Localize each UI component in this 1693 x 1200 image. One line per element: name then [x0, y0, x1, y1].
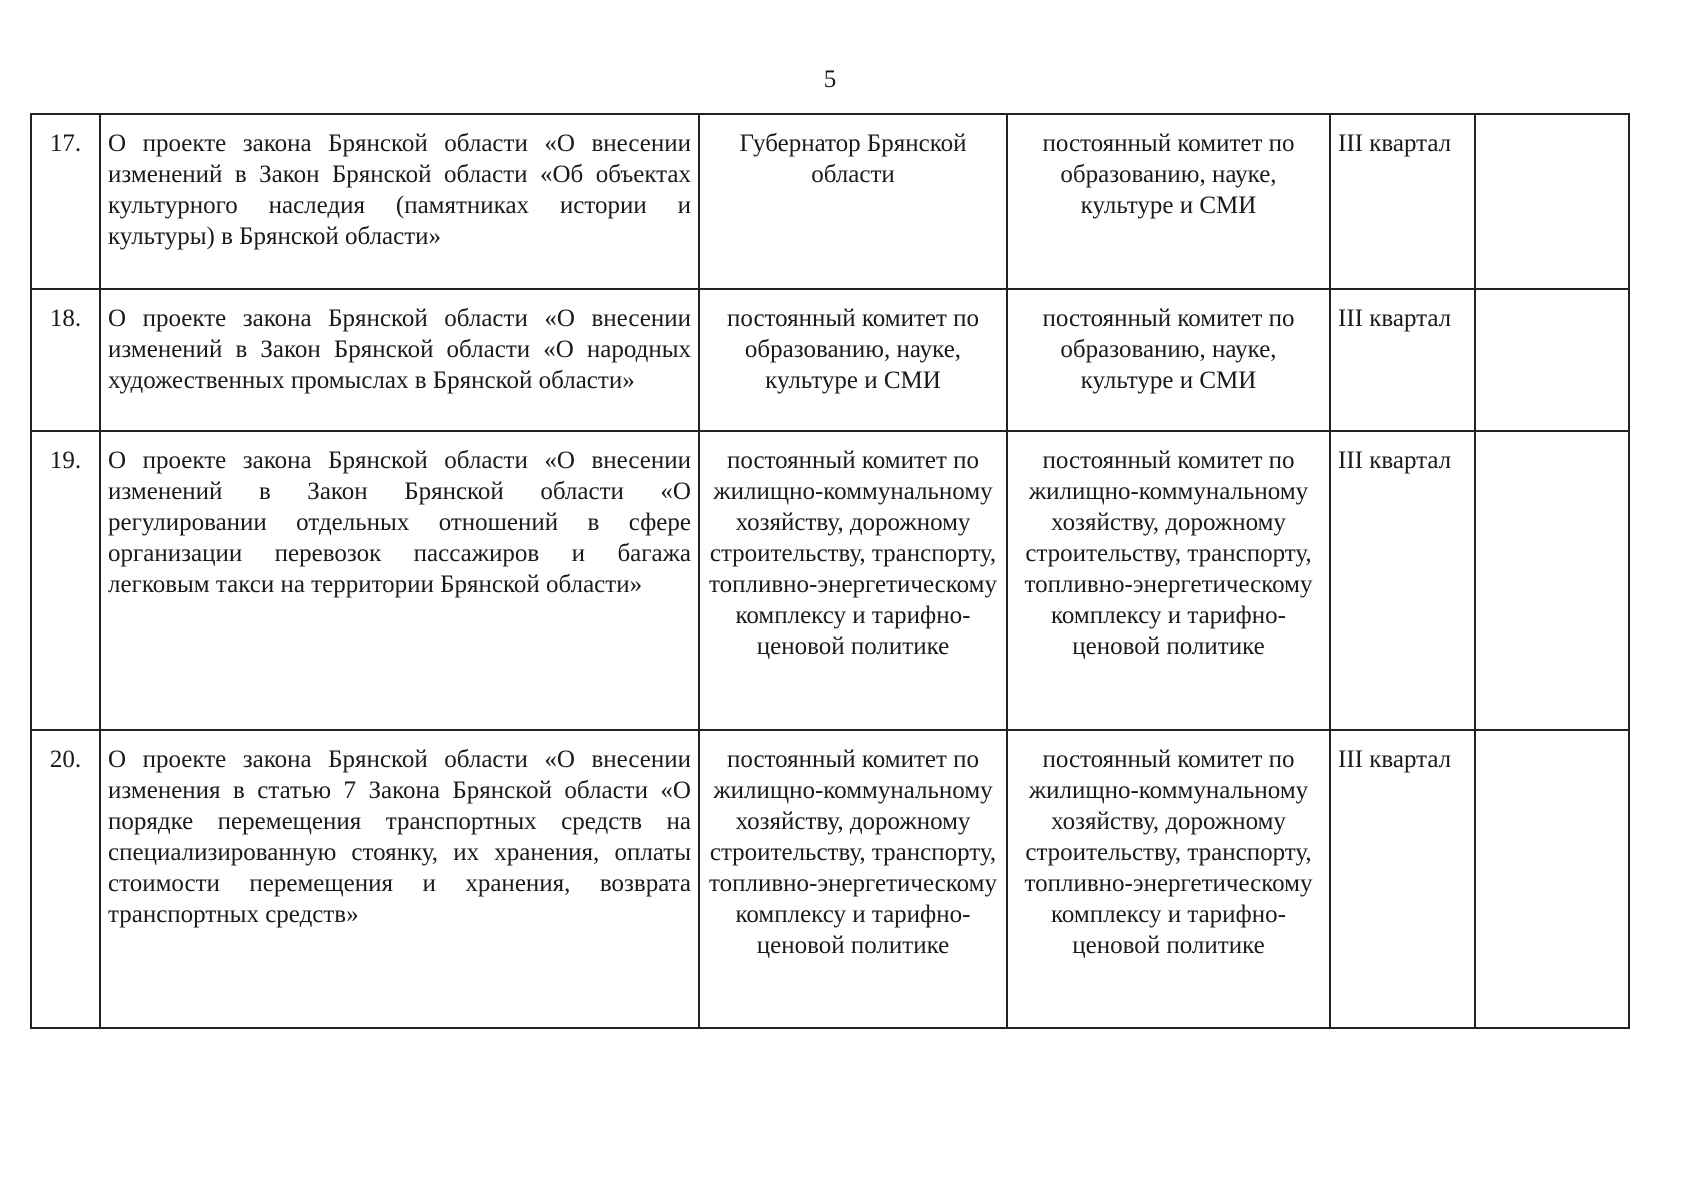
- responsible-committee-cell: постоянный комитет по образованию, науке, культуре и СМИ: [1007, 289, 1330, 431]
- term-cell: III квартал: [1330, 114, 1475, 289]
- note-cell: [1475, 730, 1629, 1028]
- term-cell: III квартал: [1330, 730, 1475, 1028]
- subject-cell: О проекте закона Брянской области «О внесении изменения в статью 7 Закона Брянской области «О порядке перемещения транспортных средств на специализированную стоянку, их хранения, оплаты стоимости перемещения и хранения, возврата транспортных средств»: [100, 730, 699, 1028]
- note-cell: [1475, 289, 1629, 431]
- initiator-cell: Губернатор Брянской области: [699, 114, 1007, 289]
- row-number: 17.: [31, 114, 100, 289]
- legislative-plan-table: [30, 113, 1630, 1029]
- term-cell: III квартал: [1330, 289, 1475, 431]
- table-row: [31, 114, 1629, 289]
- row-number: 18.: [31, 289, 100, 431]
- table-row: [31, 289, 1629, 431]
- responsible-committee-cell: постоянный комитет по жилищно-коммунальному хозяйству, дорожному строительству, транспорту, топливно-энергетическому комплексу и тарифно-ценовой политике: [1007, 730, 1330, 1028]
- note-cell: [1475, 114, 1629, 289]
- table-row: [31, 730, 1629, 1028]
- initiator-cell: постоянный комитет по жилищно-коммунальному хозяйству, дорожному строительству, транспорту, топливно-энергетическому комплексу и тарифно-ценовой политике: [699, 730, 1007, 1028]
- subject-cell: О проекте закона Брянской области «О внесении изменений в Закон Брянской области «Об объектах культурного наследия (памятниках истории и культуры) в Брянской области»: [100, 114, 699, 289]
- table-row: [31, 431, 1629, 730]
- note-cell: [1475, 431, 1629, 730]
- subject-cell: О проекте закона Брянской области «О внесении изменений в Закон Брянской области «О регулировании отдельных отношений в сфере организации перевозок пассажиров и багажа легковым такси на территории Брянской области»: [100, 431, 699, 730]
- responsible-committee-cell: постоянный комитет по жилищно-коммунальному хозяйству, дорожному строительству, транспорту, топливно-энергетическому комплексу и тарифно-ценовой политике: [1007, 431, 1330, 730]
- initiator-cell: постоянный комитет по жилищно-коммунальному хозяйству, дорожному строительству, транспорту, топливно-энергетическому комплексу и тарифно-ценовой политике: [699, 431, 1007, 730]
- subject-cell: О проекте закона Брянской области «О внесении изменений в Закон Брянской области «О народных художественных промыслах в Брянской области»: [100, 289, 699, 431]
- page-number: 5: [823, 66, 837, 93]
- initiator-cell: постоянный комитет по образованию, науке, культуре и СМИ: [699, 289, 1007, 431]
- responsible-committee-cell: постоянный комитет по образованию, науке, культуре и СМИ: [1007, 114, 1330, 289]
- term-cell: III квартал: [1330, 431, 1475, 730]
- row-number: 20.: [31, 730, 100, 1028]
- row-number: 19.: [31, 431, 100, 730]
